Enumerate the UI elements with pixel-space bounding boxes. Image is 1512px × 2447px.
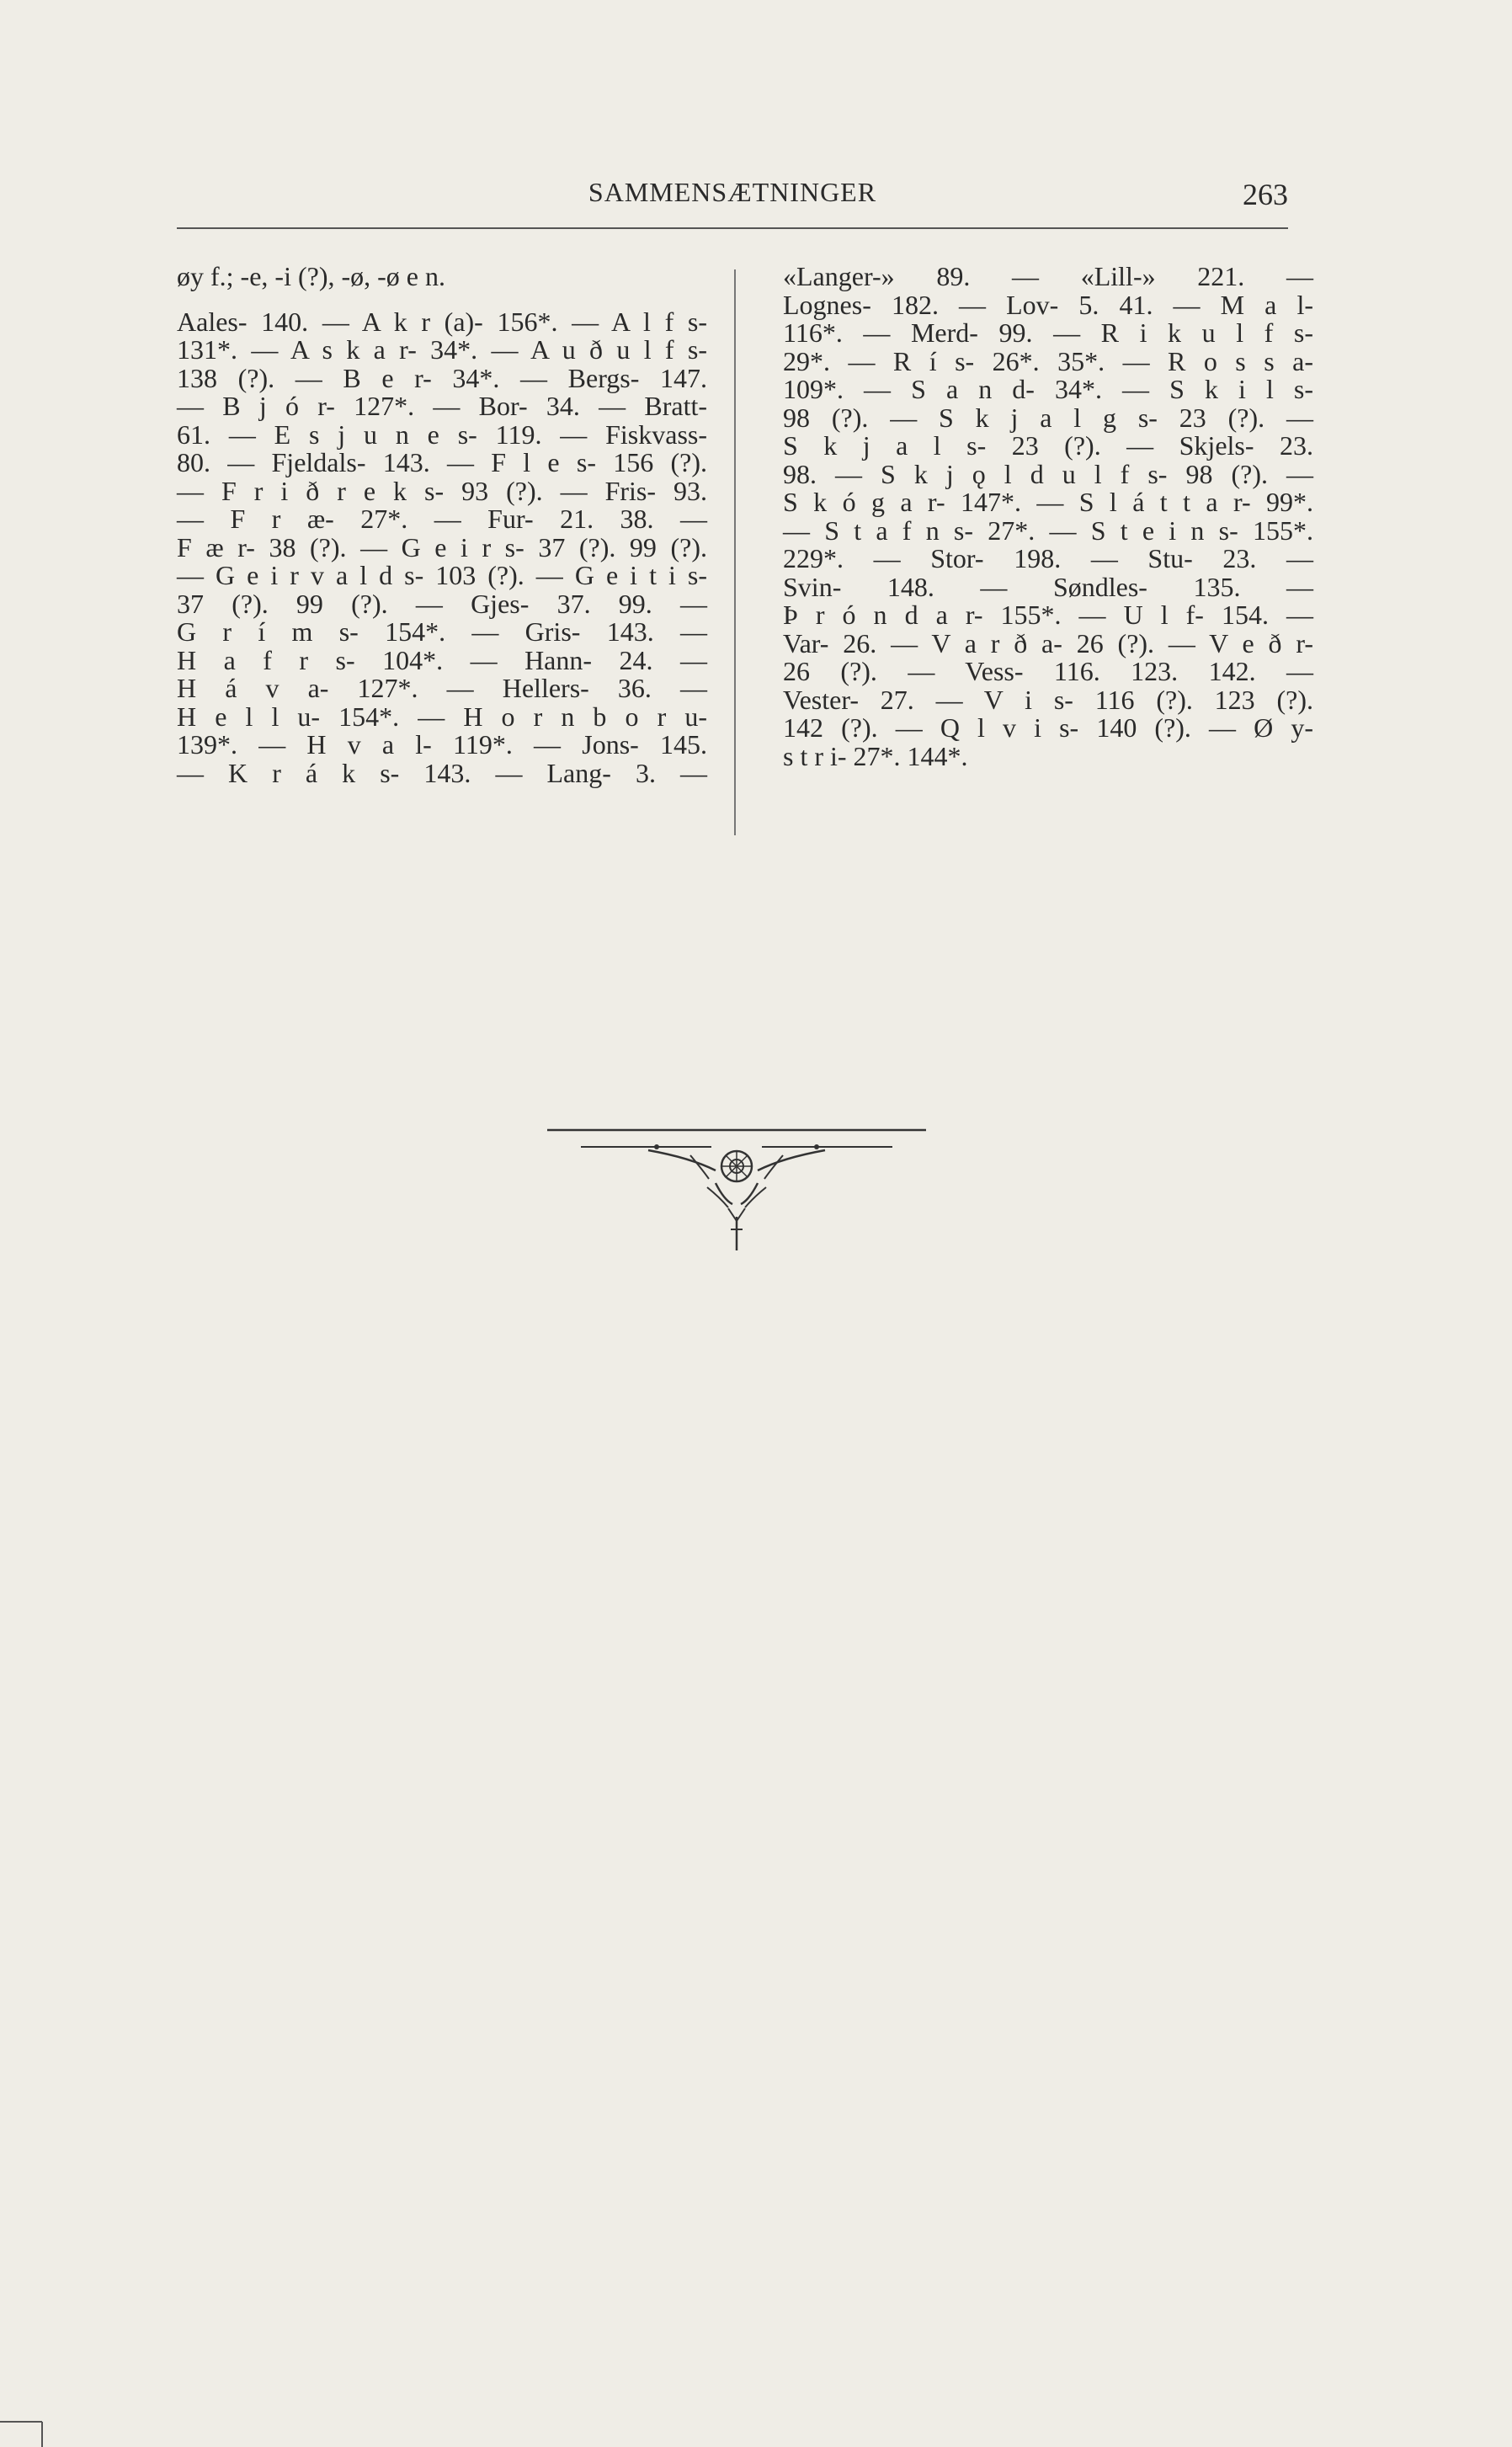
text-line: Var- 26. — V a r ð a- 26 (?). — V e ð r-	[783, 627, 1313, 658]
text-line: 29*. — R í s- 26*. 35*. — R o s s a-	[783, 345, 1313, 376]
running-header	[177, 177, 1288, 227]
end-ornament-icon	[547, 1120, 926, 1255]
right-column	[783, 263, 1313, 770]
text-line: F æ r- 38 (?). — G e i r s- 37 (?). 99 (?).	[177, 531, 707, 562]
left-column	[177, 263, 707, 787]
text-line: — G e i r v a l d s- 103 (?). — G e i t i s-	[177, 560, 707, 590]
page-number: 263	[1243, 178, 1288, 211]
header-rule	[177, 227, 1288, 229]
corner-mark-icon	[0, 2396, 51, 2447]
text-line: 229*. — Stor- 198. — Stu- 23. —	[783, 543, 1313, 573]
text-line: H e l l u- 154*. — H o r n b o r u-	[177, 701, 707, 732]
text-line: «Langer-» 89. — «Lill-» 221. —	[783, 261, 1313, 291]
text-line: — S t a f n s- 27*. — S t e i n s- 155*.	[783, 514, 1313, 546]
text-line: øy f.; -e, -i (?), -ø, -ø e n.	[177, 261, 445, 291]
text-line: 109*. — S a n d- 34*. — S k i l s-	[783, 374, 1313, 404]
text-line: 98. — S k j ǫ l d u l f s- 98 (?). —	[783, 458, 1313, 489]
text-line: — F r i ð r e k s- 93 (?). — Fris- 93.	[177, 475, 707, 506]
text-line: S k j a l s- 23 (?). — Skjels- 23.	[783, 430, 1313, 461]
text-line: 131*. — A s k a r- 34*. — A u ð u l f s-	[177, 334, 707, 365]
text-line: 61. — E s j u n e s- 119. — Fiskvass-	[177, 418, 707, 450]
text-line: 139*. — H v a l- 119*. — Jons- 145.	[177, 729, 707, 760]
text-line: Svin- 148. — Søndles- 135. —	[783, 571, 1313, 602]
text-line: 116*. — Merd- 99. — R i k u l f s-	[783, 317, 1313, 348]
text-line: — F r æ- 27*. — Fur- 21. 38. —	[177, 504, 707, 534]
text-line: 37 (?). 99 (?). — Gjes- 37. 99. —	[177, 588, 707, 619]
text-line: H á v a- 127*. — Hellers- 36. —	[177, 673, 707, 703]
text-line: 138 (?). — B e r- 34*. — Bergs- 147.	[177, 362, 707, 393]
text-line: 98 (?). — S k j a l g s- 23 (?). —	[783, 402, 1313, 433]
text-line: H a f r s- 104*. — Hann- 24. —	[177, 644, 707, 675]
text-line: 26 (?). — Vess- 116. 123. 142. —	[783, 656, 1313, 686]
text-line: — B j ó r- 127*. — Bor- 34. — Bratt-	[177, 391, 707, 421]
header-title: SAMMENSÆTNINGER	[588, 177, 877, 207]
text-line: Vester- 27. — V i s- 116 (?). 123 (?).	[783, 684, 1313, 715]
text-line: s t r i- 27*. 144*.	[783, 740, 968, 771]
text-line: Lognes- 182. — Lov- 5. 41. — M a l-	[783, 289, 1313, 320]
column-divider	[734, 269, 736, 835]
text-line: Aales- 140. — A k r (a)- 156*. — A l f s-	[177, 306, 707, 337]
text-line: — K r á k s- 143. — Lang- 3. —	[177, 757, 707, 788]
text-line: S k ó g a r- 147*. — S l á t t a r- 99*.	[783, 487, 1313, 517]
text-line: Þ r ó n d a r- 155*. — U l f- 154. —	[783, 600, 1313, 630]
text-line: 142 (?). — Q l v i s- 140 (?). — Ø y-	[783, 712, 1313, 743]
text-line: G r í m s- 154*. — Gris- 143. —	[177, 616, 707, 647]
text-line: 80. — Fjeldals- 143. — F l e s- 156 (?).	[177, 447, 707, 477]
